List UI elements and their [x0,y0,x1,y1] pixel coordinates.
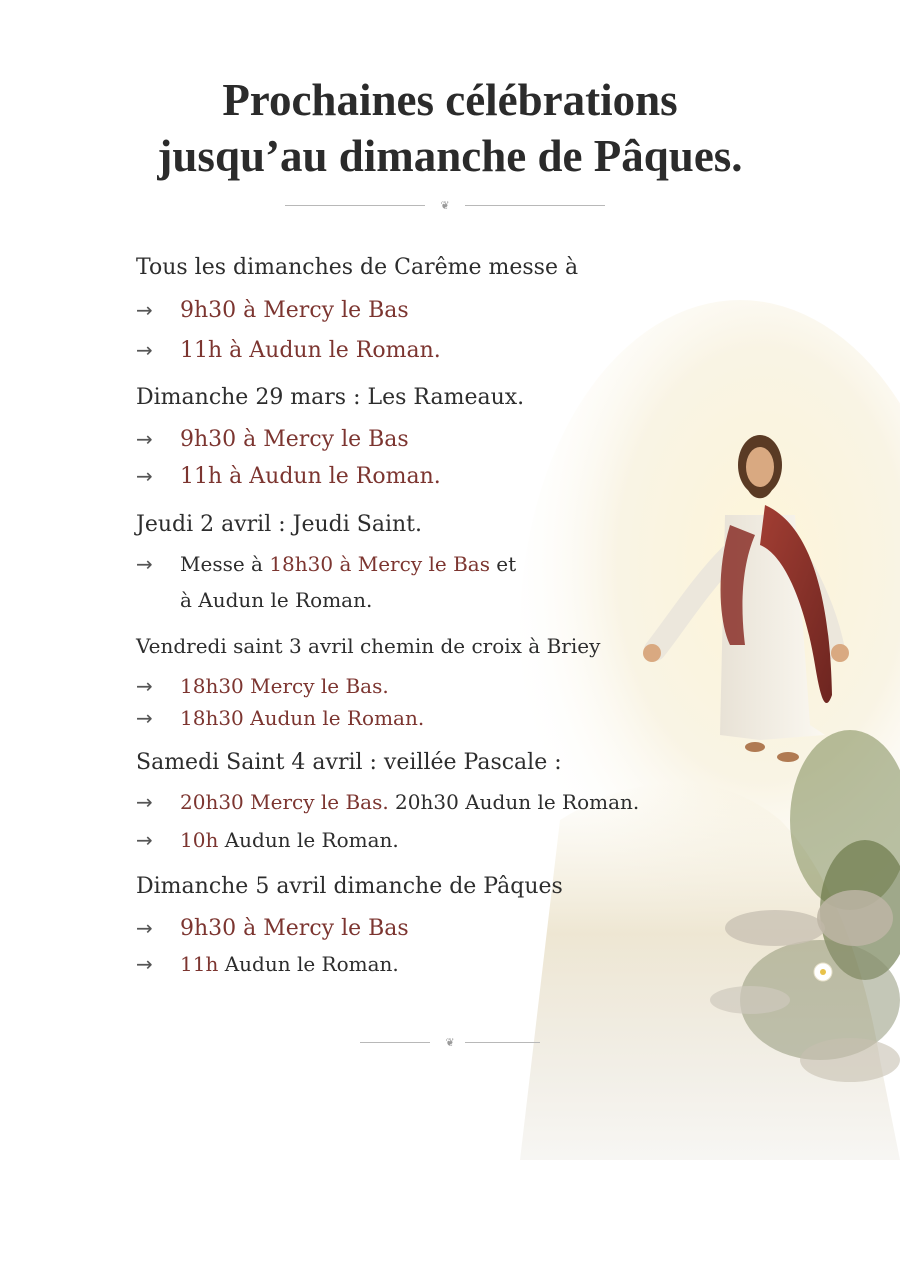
arrow-icon: → [136,674,153,698]
arrow-icon: → [136,552,153,576]
bottom-divider [360,1037,540,1049]
list-item: → 10h Audun le Roman. [136,828,399,852]
ornament-icon: ❦ [445,1036,455,1049]
arrow-icon: → [136,828,153,852]
section-heading: Dimanche 5 avril dimanche de Pâques [136,874,563,899]
arrow-icon: → [136,952,153,976]
title-line-1: Prochaines célébrations [222,75,678,125]
list-item: → 11h à Audun le Roman. [136,338,441,363]
section-heading: Jeudi 2 avril : Jeudi Saint. [136,512,422,537]
arrow-icon: → [136,298,153,322]
section-heading: Dimanche 29 mars : Les Rameaux. [136,385,525,410]
list-item-continuation: à Audun le Roman. [180,588,373,612]
section-heading: Samedi Saint 4 avril : veillée Pascale : [136,750,562,775]
arrow-icon: → [136,706,153,730]
ornament-icon: ❦ [440,199,450,212]
list-item: → Messe à 18h30 à Mercy le Bas et [136,552,517,576]
section-heading: Tous les dimanches de Carême messe à [136,255,579,280]
arrow-icon: → [136,464,153,488]
list-item: → 9h30 à Mercy le Bas [136,427,409,452]
list-item: → 11h à Audun le Roman. [136,464,441,489]
list-item: → 18h30 Audun le Roman. [136,706,425,730]
title-line-2: jusqu’au dimanche de Pâques. [157,131,743,181]
list-item: → 18h30 Mercy le Bas. [136,674,389,698]
list-item: → 9h30 à Mercy le Bas [136,298,409,323]
arrow-icon: → [136,916,153,940]
list-item: → 9h30 à Mercy le Bas [136,916,409,941]
arrow-icon: → [136,790,153,814]
arrow-icon: → [136,338,153,362]
list-item: → 20h30 Mercy le Bas. 20h30 Audun le Roman. [136,790,640,814]
arrow-icon: → [136,427,153,451]
section-heading: Vendredi saint 3 avril chemin de croix à Briey [136,634,601,658]
list-item: → 11h Audun le Roman. [136,952,399,976]
